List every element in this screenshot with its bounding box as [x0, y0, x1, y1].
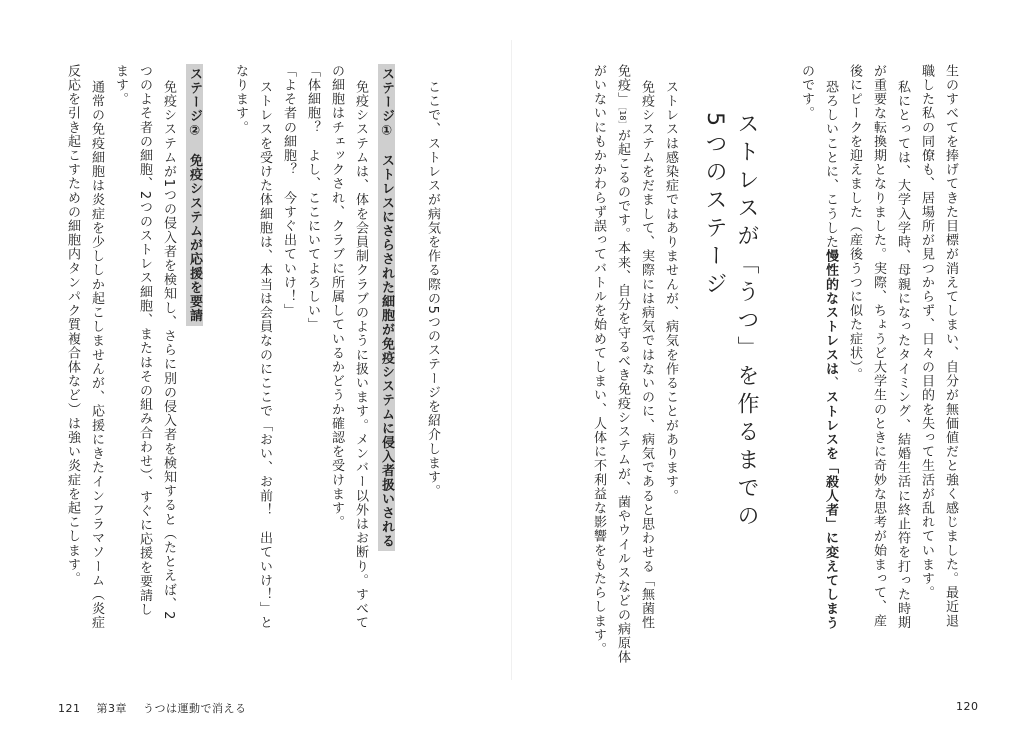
line6-bold-2: ストレスを「殺人者」に変えてしまう — [823, 390, 838, 630]
stage2-heading — [184, 64, 204, 326]
right-intro-line-6 — [820, 80, 840, 630]
right-intro-line-2: 職した私の同僚も、居場所が見つからず、日々の目的を失って生活が乱れています。 — [919, 64, 934, 600]
right-page-number: 120 — [956, 700, 979, 713]
left-intro-line-1: ここで、ストレスが病気を作る際の5つのステージを紹介します。 — [425, 80, 440, 499]
right-body-line-2: 免疫システムをだまして、実際には病気ではないのに、病気であると思わせる「無菌性 — [639, 80, 654, 630]
right-intro-line-5: 後にピークを迎えました（産後うつに似た症状）。 — [847, 64, 862, 382]
stage2-line-5: 反応を引き起こすための細胞内タンパク質複合体など）は強い炎症を起こします。 — [65, 64, 80, 586]
stage1-line-6: なります。 — [233, 64, 248, 135]
right-intro-line-3: 私にとっては、大学入学時、母親になったタイミング、結婚生活に終止符を打った時期 — [895, 80, 910, 630]
line6-bold-1: 慢性的なストレスは — [823, 249, 838, 377]
stage1-heading — [376, 64, 396, 551]
line6-mid: 、 — [823, 376, 838, 391]
stage1-quote-1: 「体細胞？ よし、ここにいてよろしい」 — [305, 64, 320, 332]
stage1-label: ステージ① ストレスにさらされた細胞が免疫システムに侵入者扱いされる — [378, 64, 395, 551]
stage2-line-2: つのよそ者の細胞、2つのストレス細胞、またはその組み合わせ）、すぐに応援を要請し — [137, 64, 152, 617]
section-title-line-2: 5つのステージ — [702, 112, 727, 300]
stage1-line-2: の細胞はチェックされ、クラブに所属しているかどうか確認を受けます。 — [329, 64, 344, 530]
chapter-label: 第3章 — [96, 702, 127, 715]
right-body-line-4: がいないにもかかわらず誤ってバトルを始めてしまい、人体に不利益な影響をもたらします。 — [591, 64, 606, 657]
right-intro-line-7: のです。 — [799, 64, 814, 121]
stage2-line-4: 通常の免疫細胞は炎症を少ししか起こしませんが、応援にきたインフラマソーム（炎症 — [89, 80, 104, 630]
stage1-line-5: ストレスを受けた体細胞は、本当は会員なのにここで「おい、お前！ 出ていけ！」と — [257, 80, 272, 630]
left-page-number: 121 — [58, 702, 81, 715]
chapter-title: うつは運動で消える — [143, 702, 247, 715]
right-page — [512, 0, 1024, 740]
stage1-line-1: 免疫システムは、体を会員制クラブのように扱います。メンバー以外はお断り。すべて — [353, 80, 368, 630]
stage2-label: ステージ② 免疫システムが応援を要請 — [186, 64, 203, 326]
stage2-line-3: ます。 — [113, 64, 128, 107]
section-title-line-1: ストレスが「うつ」を作るまでの — [734, 112, 759, 532]
right-intro-line-1: 生のすべてを捧げてきた目標が消えてしまい、自分が無価値だと強く感じました。最近退 — [943, 64, 958, 628]
line6-pre: 恐ろしいことに、こうした — [823, 80, 838, 250]
stage2-line-1: 免疫システムが1つの侵入者を検知し、さらに別の侵入者を検知すると（たとえば、2 — [161, 80, 176, 621]
right-body-line-3 — [612, 64, 632, 664]
left-footer — [58, 700, 247, 716]
line3-pre: 免疫」 — [615, 64, 630, 107]
right-body-line-1: ストレスは感染症ではありませんが、病気を作ることがあります。 — [663, 80, 678, 503]
right-intro-line-4: が重要な転換期となりました。実際、ちょうど大学生のときに奇妙な思考が始まって、産 — [871, 64, 886, 628]
line3-post: が起こるのです。本来、自分を守るべき免疫システムが、菌やウイルスなどの病原体 — [615, 128, 630, 665]
stage1-quote-2: 「よそ者の細胞？ 今すぐ出ていけ！」 — [281, 64, 296, 318]
citation-ref: ［18］ — [618, 106, 627, 129]
